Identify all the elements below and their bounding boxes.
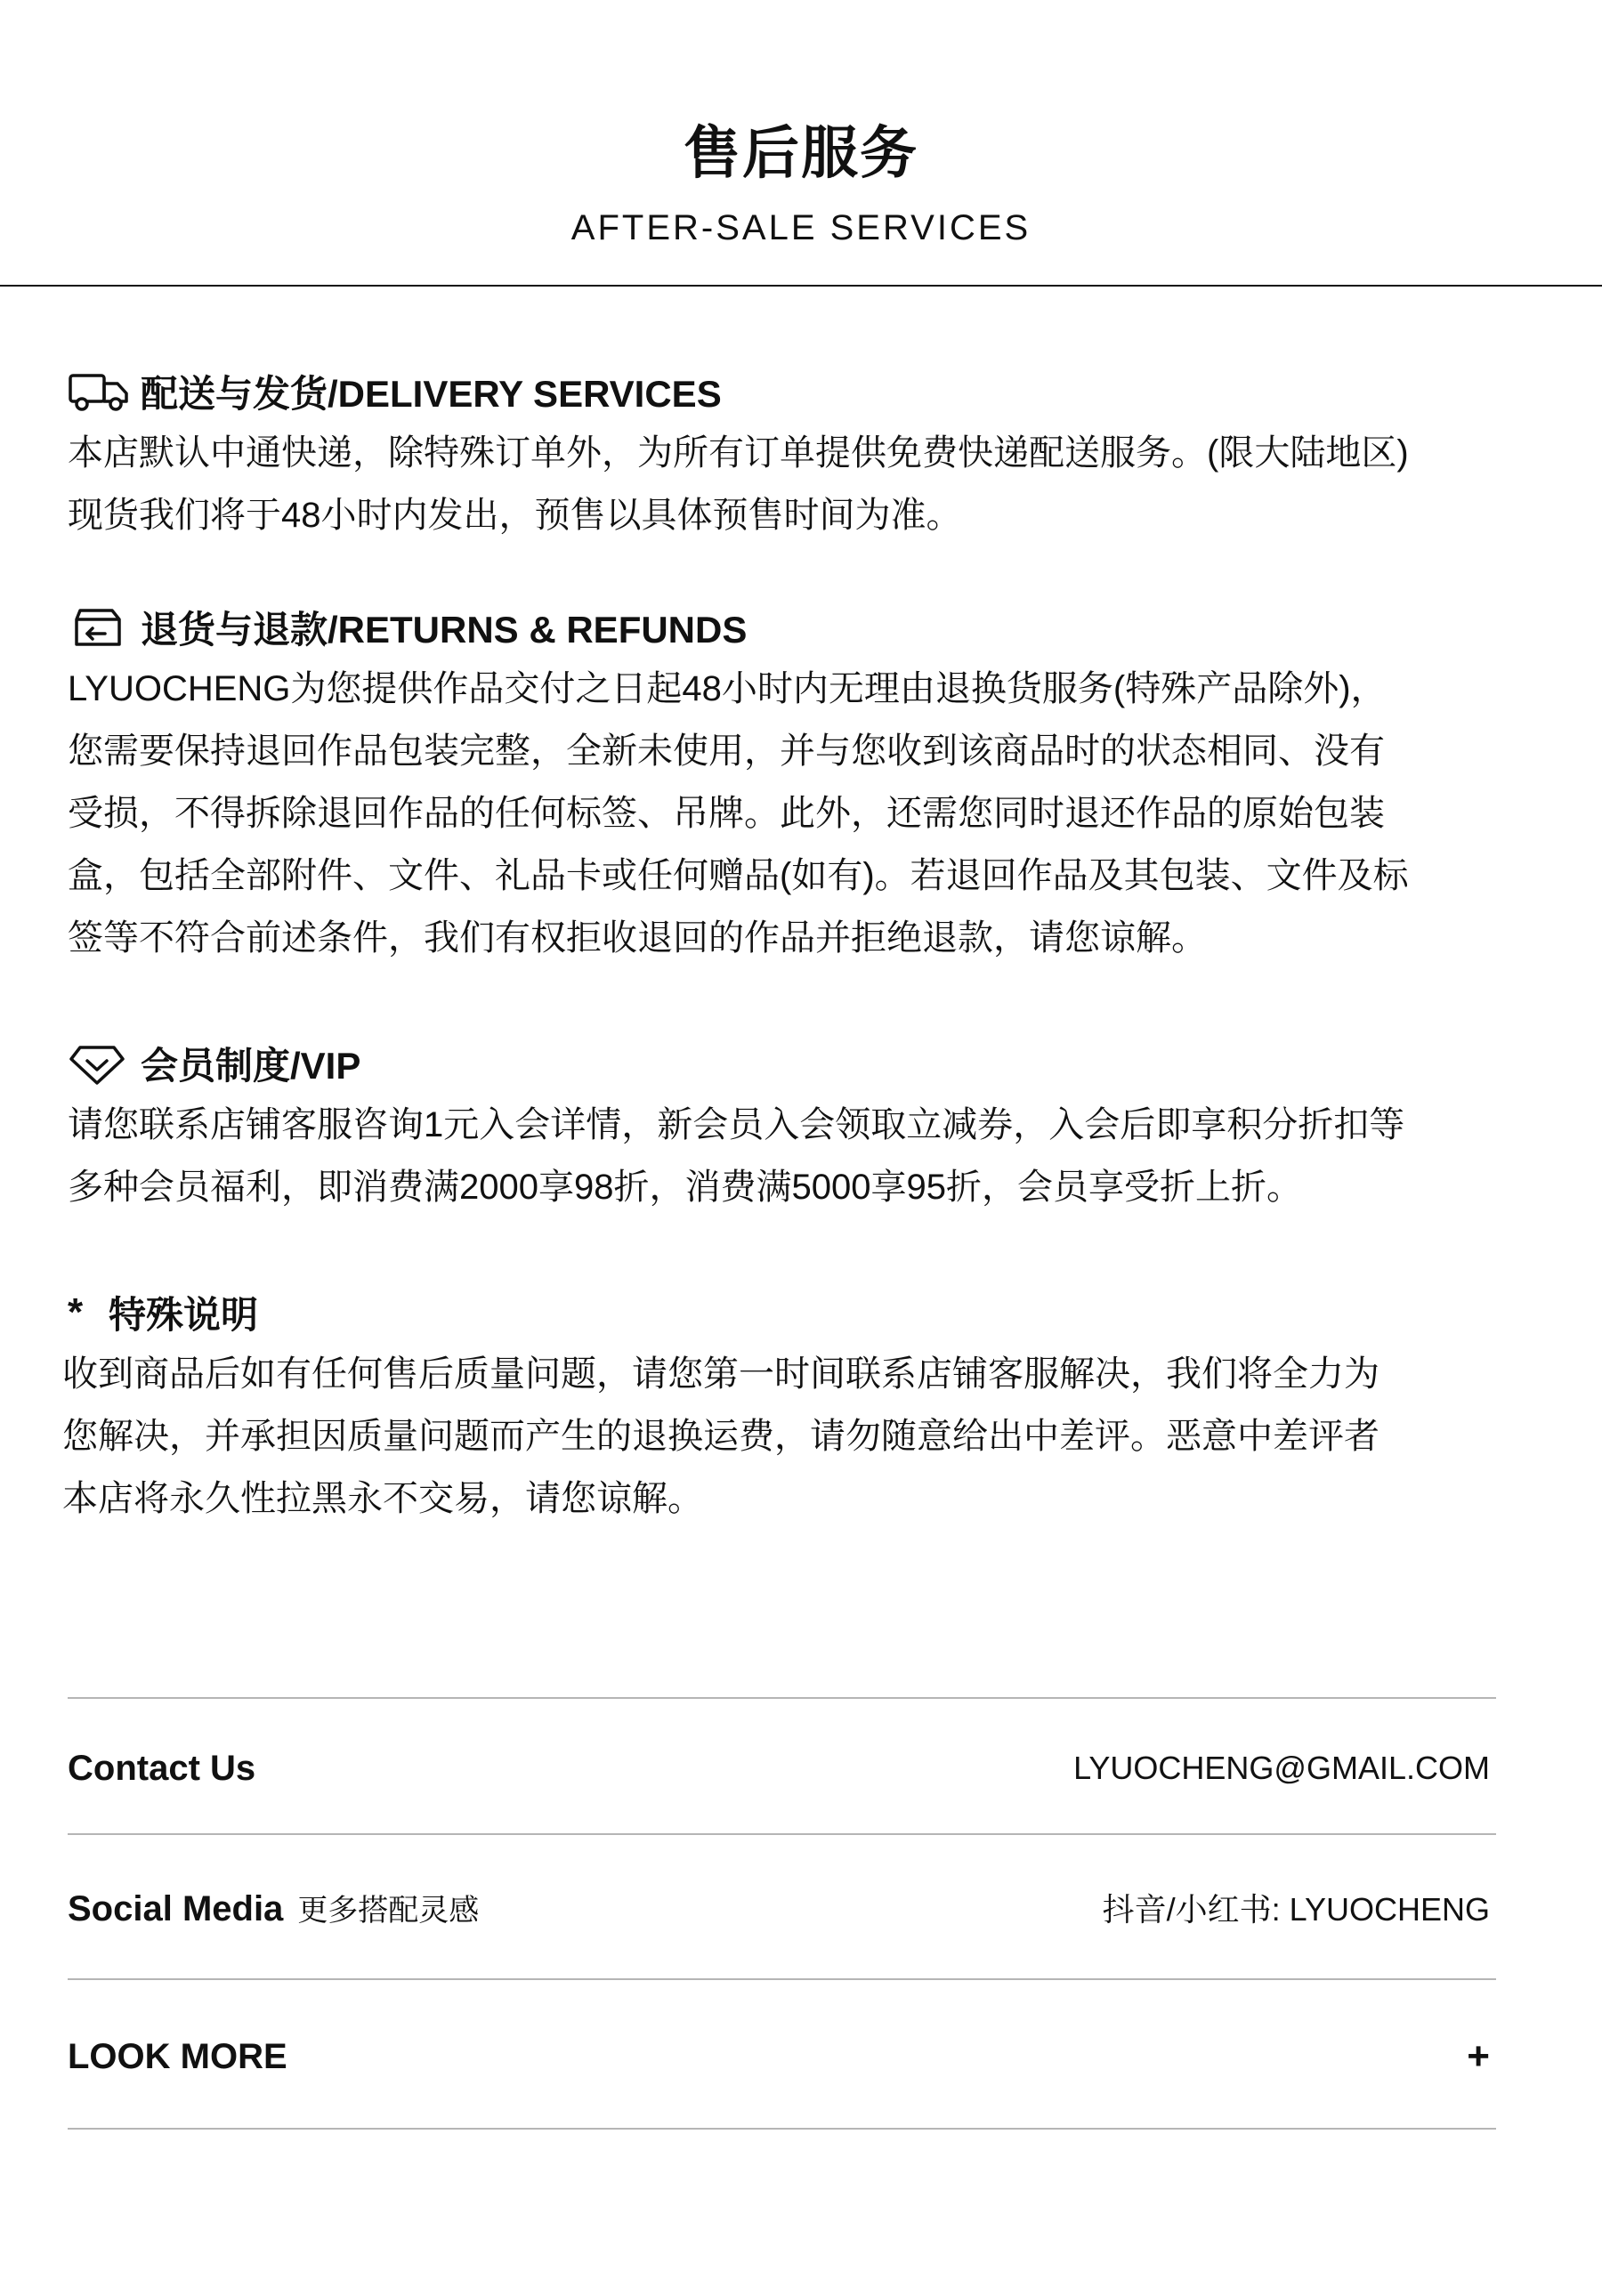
social-label-group bbox=[68, 1886, 479, 1929]
contact-email[interactable]: LYUOCHENG@GMAIL.COM bbox=[1073, 1750, 1490, 1786]
returns-section bbox=[68, 601, 1545, 969]
contact-label: Contact Us bbox=[68, 1748, 256, 1788]
contact-row[interactable] bbox=[68, 1733, 1490, 1804]
body-line: 本店将永久性拉黑永不交易，请您谅解。 bbox=[62, 1479, 703, 1518]
section-body bbox=[62, 1343, 1540, 1530]
diamond-icon bbox=[68, 1037, 132, 1090]
social-sublabel: 更多搭配灵感 bbox=[297, 1893, 480, 1928]
section-heading bbox=[68, 365, 1545, 418]
social-handle[interactable]: 抖音/小红书: LYUOCHENG bbox=[1102, 1890, 1490, 1928]
body-line: 多种会员福利，即消费满2000享98折，消费满5000享95折，会员享受折上折。 bbox=[68, 1168, 1302, 1207]
body-line: 现货我们将于48小时内发出，预售以具体预售时间为准。 bbox=[68, 496, 962, 535]
page-subtitle: AFTER-SALE SERVICES bbox=[570, 208, 1032, 247]
body-line: 本店默认中通快递，除特殊订单外，为所有订单提供免费快递配送服务。(限大陆地区) bbox=[68, 433, 1409, 473]
body-line: 盒，包括全部附件、文件、礼品卡或任何赠品(如有)。若退回作品及其包装、文件及标 bbox=[68, 856, 1409, 895]
footer-divider bbox=[68, 1697, 1496, 1699]
body-line: 您需要保持退回作品包装完整，全新未使用，并与您收到该商品时的状态相同、没有 bbox=[68, 732, 1385, 771]
body-line: 签等不符合前述条件，我们有权拒收退回的作品并拒绝退款，请您谅解。 bbox=[68, 918, 1207, 958]
page-header bbox=[0, 0, 1602, 287]
footer-divider bbox=[68, 1833, 1496, 1835]
section-title: 特殊说明 bbox=[109, 1294, 259, 1336]
footer-divider bbox=[68, 1978, 1496, 1980]
body-line: 收到商品后如有任何售后质量问题，请您第一时间联系店铺客服解决，我们将全力为 bbox=[62, 1354, 1380, 1394]
vip-section bbox=[68, 1037, 1545, 1218]
page-title: 售后服务 bbox=[684, 121, 918, 185]
section-body bbox=[68, 1094, 1545, 1218]
look-more-row[interactable] bbox=[68, 2021, 1490, 2092]
body-line: 受损，不得拆除退回作品的任何标签、吊牌。此外，还需您同时退还作品的原始包装 bbox=[68, 794, 1385, 833]
section-heading bbox=[68, 601, 1545, 654]
delivery-section bbox=[68, 365, 1545, 546]
section-body bbox=[68, 658, 1545, 969]
body-line: LYUOCHENG为您提供作品交付之日起48小时内无理由退换货服务(特殊产品除外)， bbox=[68, 669, 1387, 708]
section-heading bbox=[62, 1286, 1540, 1339]
return-box-icon bbox=[68, 601, 132, 654]
section-heading bbox=[68, 1037, 1545, 1090]
special-note-section bbox=[62, 1286, 1540, 1530]
body-line: 您解决，并承担因质量问题而产生的退换运费，请勿随意给出中差评。恶意中差评者 bbox=[62, 1417, 1380, 1456]
footer-divider bbox=[68, 2128, 1496, 2130]
section-body bbox=[68, 422, 1545, 546]
body-line: 请您联系店铺客服咨询1元入会详情，新会员入会领取立减券，入会后即享积分折扣等 bbox=[68, 1105, 1405, 1144]
section-title: 会员制度/VIP bbox=[141, 1045, 361, 1087]
asterisk-icon: * bbox=[68, 1290, 84, 1334]
section-title: 配送与发货/DELIVERY SERVICES bbox=[141, 373, 722, 415]
social-row[interactable] bbox=[68, 1872, 1490, 1943]
social-label: Social Media bbox=[68, 1888, 284, 1928]
expand-plus-icon[interactable]: + bbox=[1467, 2034, 1490, 2078]
delivery-truck-icon bbox=[68, 365, 132, 418]
section-title: 退货与退款/RETURNS & REFUNDS bbox=[141, 609, 748, 651]
look-more-label: LOOK MORE bbox=[68, 2036, 287, 2076]
